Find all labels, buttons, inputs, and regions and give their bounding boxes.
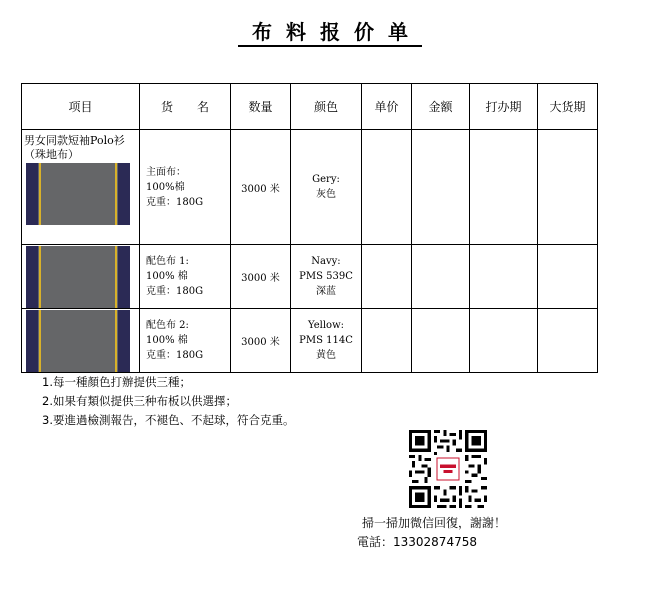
notes (42, 373, 294, 430)
header-color: 颜色 (291, 84, 362, 130)
page-title: 布料报价单 (0, 16, 660, 45)
sample-date-cell (470, 130, 538, 245)
color-name: Yellow: (308, 320, 344, 331)
table-row (22, 130, 598, 245)
fabric-swatch-image (26, 246, 130, 308)
table-row (22, 245, 598, 309)
wechat-qr-code-icon (409, 430, 487, 508)
color-name: Gery: (312, 174, 340, 185)
quote-table (21, 83, 598, 373)
table-row (22, 309, 598, 373)
item-name: 男女同款短袖Polo衫（珠地布） (24, 134, 125, 161)
bulk-date-cell (538, 245, 598, 309)
fabric-type: 配色布 2: (146, 320, 189, 331)
fabric-composition: 100% 棉 (146, 335, 188, 346)
header-unit-price: 单价 (362, 84, 412, 130)
fabric-composition: 100% 棉 (146, 271, 188, 282)
note-item: 3.要進過檢測報告，不褪色、不起球，符合克重。 (42, 413, 295, 427)
bulk-date-cell (538, 130, 598, 245)
header-sample-date: 打办期 (470, 84, 538, 130)
unit-price-cell (362, 309, 412, 373)
unit-price-cell (362, 130, 412, 245)
note-item: 1.每一種顏色打辦提供三種； (42, 375, 191, 389)
header-qty: 数量 (231, 84, 291, 130)
sample-date-cell (470, 245, 538, 309)
header-amount: 金额 (412, 84, 470, 130)
fabric-cell (140, 309, 231, 373)
bulk-date-cell (538, 309, 598, 373)
color-pms: PMS 114C (299, 335, 353, 346)
fabric-weight: 克重：180G (146, 350, 204, 361)
color-cn: 深蓝 (316, 286, 336, 297)
qty-cell: 3000 米 (231, 309, 291, 373)
item-cell (22, 130, 140, 245)
header-item: 项目 (22, 84, 140, 130)
phone-number: 電話：13302874758 (357, 535, 477, 549)
color-cell (291, 309, 362, 373)
item-cell (22, 245, 140, 309)
header-row (22, 84, 598, 130)
item-cell (22, 309, 140, 373)
color-cell (291, 245, 362, 309)
header-goods: 货 名 (140, 84, 231, 130)
wechat-prompt: 掃一掃加微信回復，謝謝！ (362, 516, 507, 530)
color-cn: 黄色 (316, 350, 336, 361)
header-bulk-date: 大货期 (538, 84, 598, 130)
fabric-weight: 克重：180G (146, 196, 204, 208)
color-name: Navy: (311, 256, 341, 267)
fabric-swatch-image (26, 163, 130, 225)
qty-cell: 3000 米 (231, 245, 291, 309)
fabric-weight: 克重：180G (146, 286, 204, 297)
fabric-type: 配色布 1: (146, 256, 189, 267)
amount-cell (412, 130, 470, 245)
fabric-cell (140, 245, 231, 309)
qty-cell: 3000 米 (231, 130, 291, 245)
note-item: 2.如果有類似提供三种布板以供選擇； (42, 394, 237, 408)
amount-cell (412, 245, 470, 309)
fabric-type: 主面布： (146, 166, 186, 178)
color-cell (291, 130, 362, 245)
fabric-composition: 100%棉 (146, 181, 185, 193)
unit-price-cell (362, 245, 412, 309)
fabric-cell (140, 130, 231, 245)
color-pms: PMS 539C (299, 271, 353, 282)
color-cn: 灰色 (316, 189, 336, 200)
sample-date-cell (470, 309, 538, 373)
amount-cell (412, 309, 470, 373)
fabric-swatch-image (26, 310, 130, 372)
